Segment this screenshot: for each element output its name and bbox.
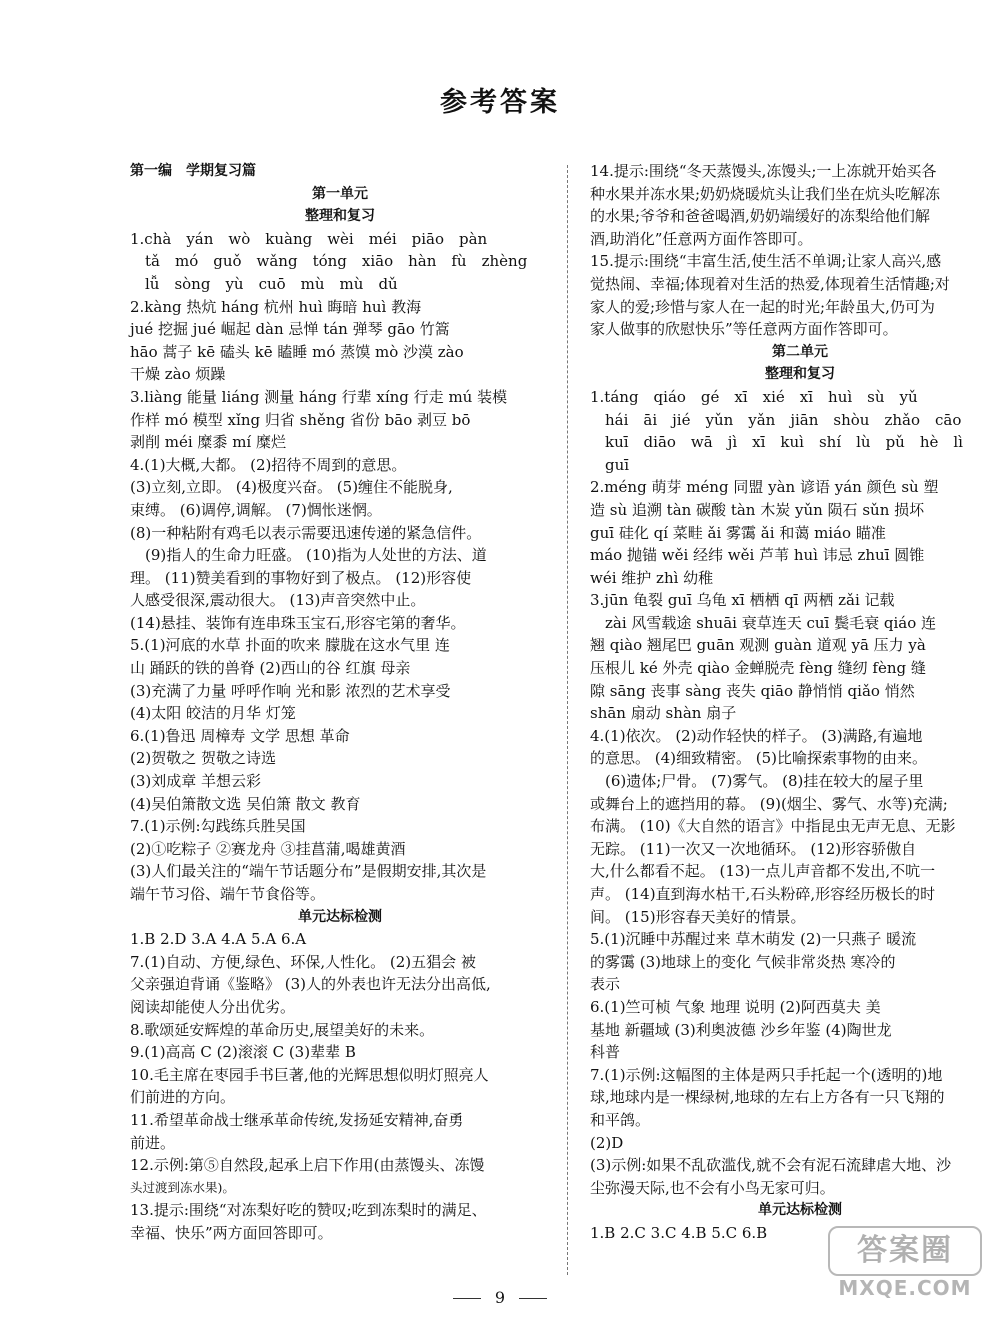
answer-line: lǚ sòng yù cuō mù mù dǔ [130,274,398,293]
section-heading: 第二单元 [772,343,828,360]
answer-line: 尘弥漫天际,也不会有小鸟无家可归。 [590,1178,835,1197]
answer-line: 球,地球内是一棵绿树,地球的左右上方各有一只飞翔的 [590,1088,945,1107]
answer-line: 4.(1)依次。 (2)动作轻快的样子。 (3)满路,有遍地 [590,726,923,745]
answer-line: zài 风雪载途 shuāi 衰草连天 cuī 鬓毛衰 qiáo 连 [590,613,937,632]
answer-line: 6.(1)竺可桢 气象 地理 说明 (2)阿西莫夫 美 [590,997,881,1016]
answer-line: kuī diāo wā jì xī kuì shí lù pǔ hè lì [590,433,963,452]
page-number: 9 [494,1288,506,1307]
answer-line: 10.毛主席在枣园手书巨著,他的光辉思想似明灯照亮人 [130,1065,489,1084]
answer-line: (2)①吃粽子 ②赛龙舟 ③挂菖蒲,喝雄黄酒 [130,839,406,858]
watermark-logo: 答案圈 [828,1226,982,1276]
answer-line: 1.chà yán wò kuàng wèi méi piāo pàn [130,229,488,248]
answer-line: 作样 mó 模型 xǐng 归省 shěng 省份 bāo 剥豆 bō [130,410,471,429]
answer-line: 山 踊跃的铁的兽脊 (2)西山的谷 红旗 母亲 [130,659,411,678]
section-heading: 第一单元 [312,185,368,202]
answer-line: (6)遗体;尸骨。 (7)雾气。 (8)挂在较大的屋子里 [590,772,924,791]
section-heading: 整理和复习 [305,208,375,225]
answer-line: 们前进的方向。 [130,1088,236,1107]
answer-line: 8.歌颂延安辉煌的革命历史,展望美好的未来。 [130,1020,435,1039]
answer-line: 科普 [590,1043,621,1062]
section-heading: 单元达标检测 [758,1202,842,1219]
answer-line: 1.táng qiáo gé xī xié xī huì sù yǔ [590,387,918,406]
answer-line: 布满。 (10)《大自然的语言》中指昆虫无声无息、无影 [590,817,956,836]
answer-line: (3)示例:如果不乱砍滥伐,就不会有泥石流肆虐大地、沙 [590,1156,952,1175]
answer-line: máo 抛锚 wěi 经纬 wěi 芦苇 huì 讳忌 zhuī 圆锥 [590,546,925,565]
answer-line: (8)一种粘附有鸡毛以表示需要迅速传递的紧急信件。 [130,523,482,542]
answer-line: 表示 [590,975,621,994]
answer-line: 7.(1)自动、方便,绿色、环保,人性化。 (2)五猖会 被 [130,952,476,971]
answer-line: 2.kàng 热炕 háng 杭州 huì 晦暗 huì 教海 [130,297,422,316]
answer-line: 父亲强迫背诵《鉴略》 (3)人的外表也许无法分出高低, [130,975,491,994]
answer-line: 声。 (14)直到海水枯干,石头粉碎,形容经历极长的时 [590,885,936,903]
answer-line: 或舞台上的遮挡用的幕。 (9)(烟尘、雾气、水等)充满; [590,794,948,813]
answer-line: 压根儿 ké 外壳 qiào 金蝉脱壳 fèng 缝纫 fèng 缝 [590,659,926,678]
answer-line: 端午节习俗、端午节食俗等。 [130,885,326,903]
answer-line: 3.liàng 能量 liáng 测量 háng 行辈 xíng 行走 mú 装模 [130,387,508,406]
answer-line: (2)贺敬之 贺敬之诗选 [130,749,277,768]
watermark-url: MXQE.COM [838,1276,972,1300]
answer-line: tǎ mó guǒ wǎng tóng xiāo hàn fù zhèng [130,252,528,271]
answer-line: 9.(1)高高 C (2)滚滚 C (3)辈辈 B [130,1043,356,1062]
answer-line: (4)太阳 皎洁的月华 灯笼 [130,704,296,723]
answer-line: 14.提示:围绕“冬天蒸馒头,冻馒头;一上冻就开始买各 [590,162,937,180]
answer-line: 头过渡到冻水果)。 [130,1179,235,1195]
answer-line: wéi 维护 zhì 幼稚 [590,568,714,587]
answer-line: 造 sù 追溯 tàn 碳酸 tàn 木炭 yǔn 陨石 sǔn 损坏 [590,500,925,519]
answer-line: (14)悬挂、装饰有连串珠玉宝石,形容宅第的奢华。 [130,613,466,632]
section-heading: 第一编 学期复习篇 [130,163,256,179]
answer-line: 种水果并冻水果;奶奶烧暖炕头让我们坐在炕头吃解冻 [590,184,941,203]
answer-line: 无踪。 (11)一次又一次地循环。 (12)形容骄傲自 [590,839,917,858]
answer-line: 4.(1)大概,大都。 (2)招待不周到的意思。 [130,455,407,474]
answer-line: guī [590,455,630,474]
answer-line: 的雾霭 (3)地球上的变化 气候非常炎热 寒冷的 [590,952,896,971]
answer-line: guī 硅化 qí 菜畦 ǎi 雾霭 ǎi 和蔼 miáo 瞄准 [590,523,886,542]
footer-dash-right [519,1298,547,1299]
answer-line: 家人做事的欣慰快乐”等任意两方面作答即可。 [590,320,898,339]
answer-line: 觉热闹、幸福;体现着对生活的热爱,体现着生活情趣;对 [590,274,950,293]
answer-line: 1.B 2.C 3.C 4.B 5.C 6.B [590,1223,768,1242]
answer-line: 3.jūn 龟裂 guī 乌龟 xī 栖栖 qī 两栖 zǎi 记载 [590,591,895,610]
answer-line: 束缚。 (6)调停,调解。 (7)惆怅迷惘。 [130,500,382,519]
answer-line: 12.示例:第⑤自然段,起承上启下作用(由蒸馒头、冻馒 [130,1156,485,1175]
answer-line: 家人的爱;珍惜与家人在一起的时光;年龄虽大,仍可为 [590,297,935,316]
right-column [590,160,1000,1245]
page-title: 参考答案 [440,87,560,118]
answer-line: 间。 (15)形容春天美好的情景。 [590,907,806,926]
answer-line: 隙 sāng 丧事 sàng 丧失 qiāo 静悄悄 qiǎo 悄然 [590,681,915,700]
answer-line: (3)人们最关注的“端午节话题分布”是假期安排,其次是 [130,862,487,881]
answer-line: shān 扇动 shàn 扇子 [590,704,737,723]
answer-line: 的意思。 (4)细致精密。 (5)比喻探索事物的由来。 [590,749,928,768]
answer-line: 大,什么都看不起。 (13)一点儿声音都不发出,不吭一 [590,862,936,881]
answer-line: 5.(1)河底的水草 扑面的吹来 朦胧在这水气里 连 [130,636,450,655]
answer-line: 1.B 2.D 3.A 4.A 5.A 6.A [130,930,307,949]
answer-line: 6.(1)鲁迅 周樟寿 文学 思想 革命 [130,726,350,745]
answer-line: (4)吴伯箫散文选 吴伯箫 散文 教育 [130,794,361,813]
answer-line: (2)D [590,1133,624,1152]
answer-line: 的水果;爷爷和爸爸喝酒,奶奶端缓好的冻梨给他们解 [590,207,930,226]
answer-line: (3)立刻,立即。 (4)极度兴奋。 (5)缠住不能脱身, [130,478,453,497]
answer-line: 13.提示:围绕“对冻梨好吃的赞叹;吃到冻梨时的满足、 [130,1201,487,1220]
answer-line: 11.希望革命战士继承革命传统,发扬延安精神,奋勇 [130,1110,464,1129]
answer-line: 翘 qiào 翘尾巴 guān 观测 guàn 道观 yā 压力 yà [590,636,926,655]
answer-line: hāo 蒿子 kē 磕头 kē 瞌睡 mó 蒸馍 mò 沙漠 zào [130,342,464,361]
answer-line: 7.(1)示例:勾践练兵胜吴国 [130,817,306,836]
section-heading: 整理和复习 [765,366,835,383]
answer-line: 基地 新疆域 (3)利奥波德 沙乡年鉴 (4)陶世龙 [590,1020,892,1039]
answer-line: 幸福、快乐”两方面回答即可。 [130,1223,333,1242]
answer-line: 2.méng 萌芽 méng 同盟 yàn 谚语 yán 颜色 sù 塑 [590,478,939,497]
left-column [130,160,550,1245]
answer-line: 干燥 zào 烦躁 [130,365,226,384]
answer-line: 和平鸽。 [590,1110,651,1129]
answer-line: 5.(1)沉睡中苏醒过来 草木萌发 (2)一只燕子 暖流 [590,930,917,949]
answer-line: (3)刘成章 羊想云彩 [130,772,262,791]
answer-line: 剥削 méi 糜黍 mí 糜烂 [130,433,286,452]
answer-line: (3)充满了力量 呼呼作响 光和影 浓烈的艺术享受 [130,681,451,700]
answer-line: 酒,助消化”任意两方面作答即可。 [590,229,813,248]
answer-line: 阅读却能使人分出优劣。 [130,997,296,1016]
answer-line: jué 挖掘 jué 崛起 dàn 忌惮 tán 弹琴 gāo 竹篙 [130,320,450,339]
answer-line: 理。 (11)赞美看到的事物好到了极点。 (12)形容使 [130,568,472,587]
answer-line: (9)指人的生命力旺盛。 (10)指为人处世的方法、道 [130,546,487,565]
answer-line: 7.(1)示例:这幅图的主体是两只手托起一个(透明的)地 [590,1065,943,1084]
answer-line: 人感受很深,震动很大。 (13)声音突然中止。 [130,591,426,610]
section-heading: 单元达标检测 [298,908,382,925]
column-divider [567,165,568,1275]
answer-line: 前进。 [130,1133,176,1152]
answer-line: hái āi jié yǔn yǎn jiān shòu zhǎo cāo [590,410,962,429]
footer-dash-left [453,1298,481,1299]
answer-line: 15.提示:围绕“丰富生活,使生活不单调;让家人高兴,感 [590,252,942,271]
